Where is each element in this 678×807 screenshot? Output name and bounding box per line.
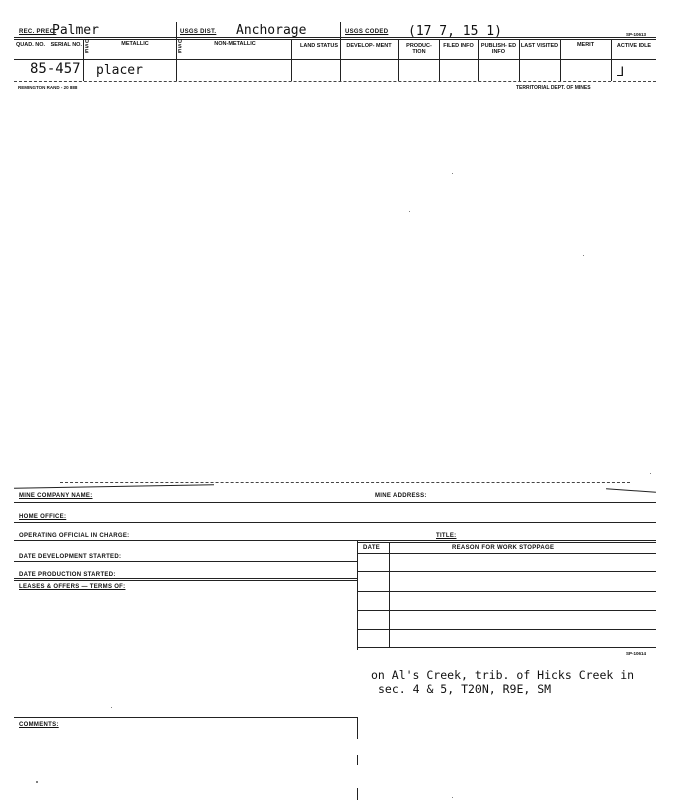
divider [611,39,612,81]
stoppage-date-divider [389,542,390,648]
stoppage-row-rule [357,591,656,592]
top-footer-right: TERRITORIAL DEPT. OF MINES [516,85,591,91]
comments-divider [357,717,358,739]
col-serial: SERIAL NO. [50,42,82,48]
field-rule [14,561,357,562]
field-rule [14,502,656,503]
bottom-card-top-edge [60,482,630,483]
scan-speck [452,797,453,798]
leases-offers-label: LEASES & OFFERS — TERMS OF: [19,584,126,590]
top-footer-left: REMINGTON RAND - 20 888 [18,85,78,90]
stoppage-reason-header: REASON FOR WORK STOPPAGE [452,545,555,551]
scan-speck [650,473,651,474]
stoppage-date-header: DATE [363,545,381,551]
top-card-header-rule [14,37,656,38]
date-development-label: DATE DEVELOPMENT STARTED: [19,554,122,560]
title-label: TITLE: [436,533,457,539]
col-filed-info: FILED INFO [443,43,474,49]
field-rule [14,717,357,718]
usgs-coded-label: USGS CODED [345,29,389,35]
stoppage-row-rule [357,571,656,572]
col-nonmetallic: NON-METALLIC [214,41,256,47]
field-rule [14,540,656,541]
divider [291,39,292,81]
quad-serial-value: 85-457 [30,61,81,77]
metallic-value: placer [96,63,143,78]
stoppage-header-rule [357,553,656,554]
divider [340,22,341,81]
bottom-card-edge [14,484,214,488]
stoppage-row-rule [357,647,656,648]
field-rule [357,542,656,543]
col-use-2: U S E [178,39,182,55]
field-rule [14,578,357,579]
rec-prec-label: REC. PREC. [19,29,57,35]
field-rule [14,580,357,581]
rec-prec-value: Palmer [52,23,99,38]
mine-company-label: MINE COMPANY NAME: [19,493,93,499]
col-use: U S E [85,39,89,55]
divider [176,22,177,81]
col-development: DEVELOP- MENT [346,43,392,49]
col-quad: QUAD. NO. [16,42,46,48]
location-line-1: on Al's Creek, trib. of Hicks Creek in [371,668,635,682]
location-line-2: sec. 4 & 5, T20N, R9E, SM [378,682,552,696]
mine-address-label: MINE ADDRESS: [375,493,427,499]
col-merit: MERIT [576,42,595,48]
comments-divider [357,788,358,800]
stoppage-row-rule [357,610,656,611]
top-card-bottom-rule [14,81,656,82]
stoppage-table-border [357,540,358,650]
bottom-form-number: SP-10614 [626,651,647,656]
scan-speck [452,173,453,174]
comments-divider [357,755,358,765]
divider [83,39,84,81]
col-metallic: METALLIC [121,41,149,47]
scan-speck [36,781,38,783]
usgs-dist-value: Anchorage [236,23,307,38]
usgs-coded-value: (17 7, 15 1) [408,24,502,39]
field-rule [14,522,656,523]
col-active-idle: ACTIVE IDLE [616,43,652,49]
usgs-dist-label: USGS DIST. [180,29,217,35]
comments-label: COMMENTS: [19,722,59,728]
stoppage-row-rule [357,629,656,630]
operating-official-label: OPERATING OFFICIAL IN CHARGE: [19,533,130,539]
scan-speck [111,707,112,708]
col-land-status: LAND STATUS [300,43,338,49]
scan-speck [583,255,584,256]
home-office-label: HOME OFFICE: [19,514,67,520]
col-production: PRODUC- TION [406,43,432,55]
scan-speck [409,211,410,212]
col-published-info: PUBLISH- ED INFO [480,43,517,55]
divider [398,39,399,81]
date-production-label: DATE PRODUCTION STARTED: [19,572,116,578]
bottom-card-edge [606,488,656,492]
active-checkmark: ⅃ [617,65,625,80]
col-last-visited: LAST VISITED [520,43,559,49]
top-form-number: SP-10613 [626,32,647,37]
